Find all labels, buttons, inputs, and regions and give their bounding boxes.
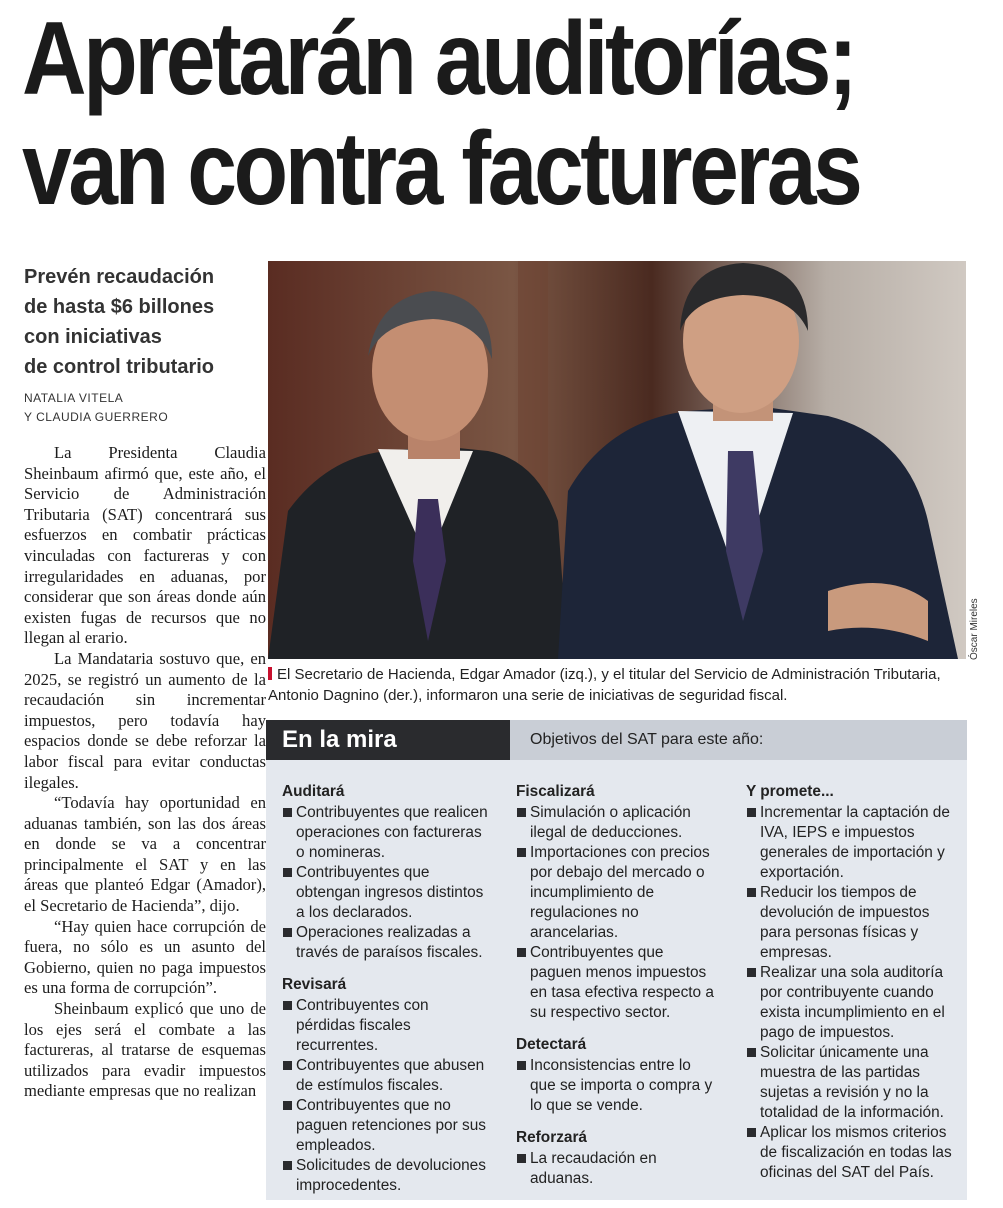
sidebar-column-2 — [516, 782, 716, 1201]
list-item: Reducir los tiempos de devolución de impuestos para personas físicas y empresas. — [746, 883, 954, 963]
list-item: Contribuyentes con pérdidas fiscales recurrentes. — [282, 996, 490, 1056]
subhead-line-2: de hasta $6 billones — [24, 296, 215, 318]
list-item: Contribuyentes que realicen operaciones con factureras o nomineras. — [282, 803, 490, 863]
headline-line-1: Apretarán auditorías; — [22, 1, 855, 117]
list-item: Incrementar la captación de IVA, IEPS e impuestos generales de importación y exportación. — [746, 803, 954, 883]
section-list — [282, 996, 490, 1196]
list-item: Solicitar únicamente una muestra de las partidas sujetas a revisión y no la totalidad de la información. — [746, 1043, 954, 1123]
section-list — [516, 1056, 716, 1116]
subheadline — [24, 262, 264, 382]
photo-credit: Óscar Mireles — [969, 598, 980, 660]
list-item: Contribuyentes que paguen menos impuestos en tasa efectiva respecto a su respectivo sector. — [516, 943, 716, 1023]
sidebar-subtitle: Objetivos del SAT para este año: — [530, 731, 764, 748]
section-heading-revisa: Revisará — [282, 976, 347, 993]
list-item: Contribuyentes que obtengan ingresos distintos a los declarados. — [282, 863, 490, 923]
paragraph: La Mandataria sostuvo que, en 2025, se registró un aumento de la recaudación sin incrementar impuestos, pero todavía hay espacios donde se debe reforzar la labor fiscal para evitar conductas ilegales. — [24, 648, 266, 792]
section-list — [282, 803, 490, 963]
paragraph: “Hay quien hace corrupción de fuera, no sólo es un asunto del Gobierno, quien no paga impuestos es una forma de corrupción”. — [24, 916, 266, 998]
subhead-line-1: Prevén recaudación — [24, 266, 215, 288]
paragraph: Sheinbaum explicó que uno de los ejes será el combate a las factureras, al tratarse de esquemas utilizados para evadir impuestos mediante empresas que no realizan — [24, 999, 266, 1101]
caption-marker — [268, 667, 272, 680]
byline-author-1: NATALIA VITELA — [24, 391, 124, 405]
list-item: Realizar una sola auditoría por contribuyente cuando exista incumplimiento en el pago de impuestos. — [746, 963, 954, 1043]
news-photo — [268, 261, 966, 659]
paragraph: La Presidenta Claudia Sheinbaum afirmó que, este año, el Servicio de Administración Tributaria (SAT) concentrará sus esfuerzos en combatir prácticas vinculadas con factureras y con irregularidades en aduanas, por considerar que son áreas donde aún existen fugas de recursos que no llegan al erario. — [24, 443, 266, 648]
headline-line-2: van contra factureras — [22, 111, 860, 227]
list-item: La recaudación en aduanas. — [516, 1149, 716, 1189]
subhead-line-3: con iniciativas — [24, 326, 162, 348]
sidebar-title: En la mira — [266, 720, 510, 760]
list-item: Contribuyentes que abusen de estímulos fiscales. — [282, 1056, 490, 1096]
sidebar-box — [266, 720, 967, 1200]
article-body — [24, 443, 266, 1200]
list-item: Contribuyentes que no paguen retenciones por sus empleados. — [282, 1096, 490, 1156]
sidebar-header — [266, 720, 967, 760]
section-heading-audita: Auditará — [282, 783, 345, 800]
section-list — [746, 803, 954, 1183]
headline — [22, 1, 860, 227]
section-list — [516, 1149, 716, 1189]
list-item: Operaciones realizadas a través de paraísos fiscales. — [282, 923, 490, 963]
list-item: Inconsistencias entre lo que se importa o compra y lo que se vende. — [516, 1056, 716, 1116]
section-heading-promete: Y promete... — [746, 783, 834, 800]
caption-text: El Secretario de Hacienda, Edgar Amador (izq.), y el titular del Servicio de Administración Tributaria, Antonio Dagnino (der.), informaron una serie de iniciativas de seguridad fiscal. — [268, 666, 941, 704]
sidebar-column-3 — [746, 782, 954, 1195]
byline — [24, 389, 168, 427]
photo-caption — [268, 664, 968, 706]
paragraph: “Todavía hay oportunidad en aduanas también, son las dos áreas en donde se va a concentrar principalmente el SAT y en las áreas que planteó Edgar (Amador), el Secretario de Hacienda”, dijo. — [24, 793, 266, 916]
section-heading-detecta: Detectará — [516, 1036, 587, 1053]
section-list — [516, 803, 716, 1023]
section-heading-refuerza: Reforzará — [516, 1129, 587, 1146]
byline-author-2: Y CLAUDIA GUERRERO — [24, 410, 169, 424]
subhead-line-4: de control tributario — [24, 356, 214, 378]
list-item: Aplicar los mismos criterios de fiscalización en todas las oficinas del SAT del País. — [746, 1123, 954, 1183]
sidebar-column-1 — [282, 782, 490, 1208]
list-item: Importaciones con precios por debajo del mercado o incumplimiento de regulaciones no arancelarias. — [516, 843, 716, 943]
section-heading-fiscaliza: Fiscalizará — [516, 783, 595, 800]
list-item: Solicitudes de devoluciones improcedentes. — [282, 1156, 490, 1196]
list-item: Simulación o aplicación ilegal de deducciones. — [516, 803, 716, 843]
